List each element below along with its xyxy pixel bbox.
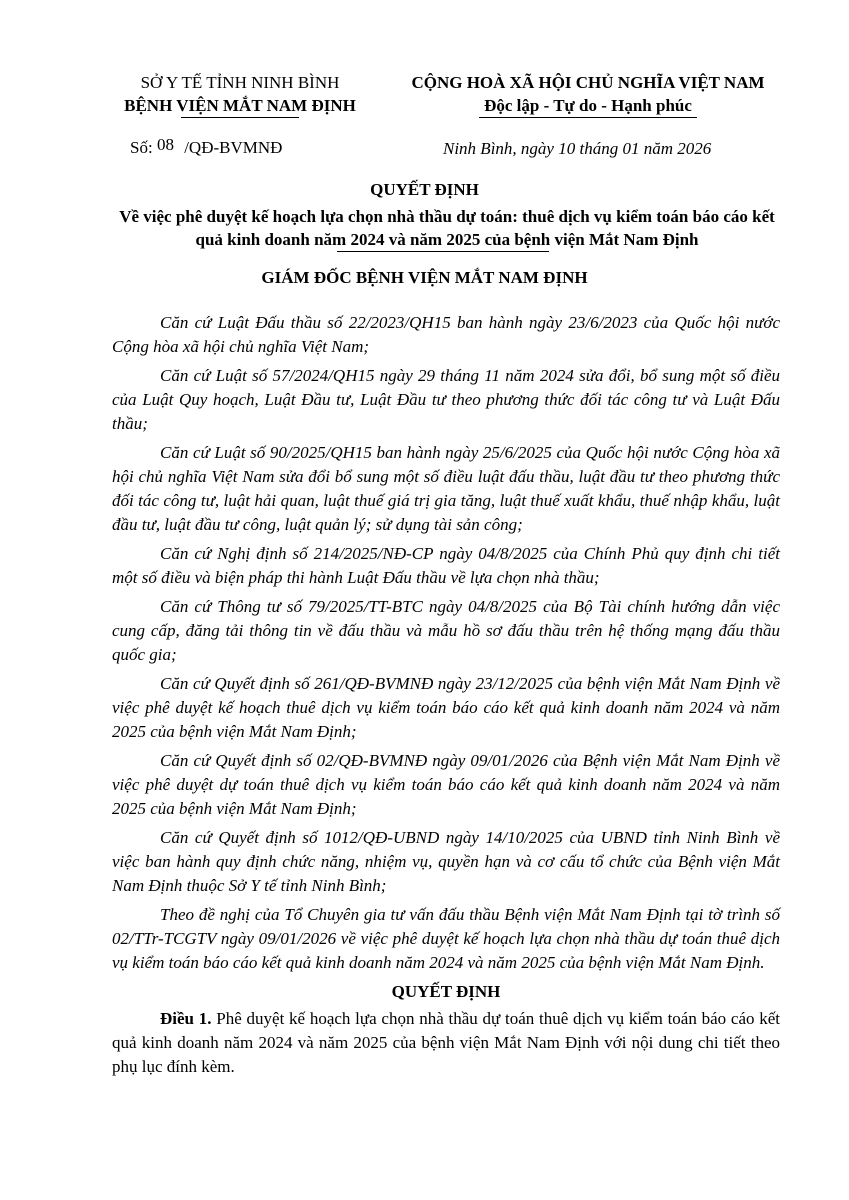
article-1 [112, 1007, 780, 1079]
legal-basis-paragraph: Căn cứ Quyết định số 261/QĐ-BVMNĐ ngày 23/12/2025 của bệnh viện Mắt Nam Định về việc phê duyệt kế hoạch thuê dịch vụ kiểm toán báo cáo kết quả kinh doanh năm 2024 và năm 2025 của bệnh viện Mắt Nam Định; [112, 674, 780, 741]
legal-basis-paragraph: Căn cứ Luật Đấu thầu số 22/2023/QH15 ban hành ngày 23/6/2023 của Quốc hội nước Cộng hòa xã hội chủ nghĩa Việt Nam; [112, 313, 780, 356]
document-title: QUYẾT ĐỊNH [370, 180, 479, 199]
subject-underline [337, 251, 549, 252]
legal-basis-paragraph: Căn cứ Luật số 57/2024/QH15 ngày 29 tháng 11 năm 2024 sửa đổi, bổ sung một số điều của Luật Quy hoạch, Luật Đầu tư, Luật Đầu tư theo phương thức đối tác công tư và Luật Đấu thầu; [112, 366, 780, 433]
legal-basis-paragraph: Theo đề nghị của Tổ Chuyên gia tư vấn đấu thầu Bệnh viện Mắt Nam Định tại tờ trình số 02/TTr-TCGTV ngày 09/01/2026 về việc phê duyệt kế hoạch lựa chọn nhà thầu dự toán thuê dịch vụ kiểm toán báo cáo kết quả kinh doanh năm 2024 và năm 2025 của bệnh viện Mắt Nam Định. [112, 905, 780, 972]
number-suffix: /QĐ-BVMNĐ [184, 138, 283, 157]
place-date: Ninh Bình, ngày 10 tháng 01 năm 2026 [443, 139, 712, 158]
org-name: BỆNH VIỆN MẮT NAM ĐỊNH [124, 96, 356, 115]
org-underline [181, 117, 299, 118]
legal-basis-paragraph: Căn cứ Quyết định số 02/QĐ-BVMNĐ ngày 09/01/2026 của Bệnh viện Mắt Nam Định về việc phê duyệt dự toán thuê dịch vụ kiểm toán báo cáo kết quả kinh doanh năm 2024 và năm 2025 của bệnh viện Mắt Nam Định; [112, 751, 780, 818]
issuing-organization [80, 71, 400, 117]
motto-underline [479, 117, 697, 118]
national-motto: Độc lập - Tự do - Hạnh phúc [484, 96, 692, 115]
document-body [112, 311, 780, 1079]
legal-basis-paragraph: Căn cứ Nghị định số 214/2025/NĐ-CP ngày 04/8/2025 của Chính Phủ quy định chi tiết một số điều và biện pháp thi hành Luật Đấu thầu về lựa chọn nhà thầu; [112, 544, 780, 587]
legal-basis-paragraph: Căn cứ Luật số 90/2025/QH15 ban hành ngày 25/6/2025 của Quốc hội nước Cộng hòa xã hội chủ nghĩa Việt Nam sửa đổi bổ sung một số điều luật đấu thầu, luật đầu tư theo phương thức đối tác công tư, luật hải quan, luật thuế giá trị gia tăng, luật thuế xuất khẩu, thuế nhập khẩu, luật đầu tư, luật đầu tư công, luật quản lý; sử dụng tài sản công; [112, 443, 780, 534]
national-title: CỘNG HOÀ XÃ HỘI CHỦ NGHĨA VIỆT NAM [411, 73, 765, 92]
national-heading [378, 71, 798, 117]
decision-heading: QUYẾT ĐỊNH [391, 982, 501, 1001]
document-number [130, 135, 283, 158]
number-label: Số: [130, 138, 153, 157]
legal-basis-paragraph: Căn cứ Thông tư số 79/2025/TT-BTC ngày 04/8/2025 của Bộ Tài chính hướng dẫn việc cung cấp, đăng tải thông tin về đấu thầu và mẫu hồ sơ đấu thầu trên hệ thống mạng đấu thầu quốc gia; [112, 597, 780, 664]
org-parent: SỞ Y TẾ TỈNH NINH BÌNH [140, 73, 340, 92]
number-value: 08 [156, 135, 174, 154]
legal-basis-paragraph: Căn cứ Quyết định số 1012/QĐ-UBND ngày 14/10/2025 của UBND tỉnh Ninh Bình về việc ban hành quy định chức năng, nhiệm vụ, quyền hạn và cơ cấu tổ chức của Bệnh viện Mắt Nam Định thuộc Sở Y tế tỉnh Ninh Bình; [112, 828, 780, 895]
authority-title: GIÁM ĐỐC BỆNH VIỆN MẮT NAM ĐỊNH [261, 268, 588, 287]
article-1-label: Điều 1. [160, 1009, 212, 1028]
article-1-text: Phê duyệt kế hoạch lựa chọn nhà thầu dự toán thuê dịch vụ kiểm toán báo cáo kết quả kinh doanh năm 2024 và năm 2025 của bệnh viện Mắt Nam Định với nội dung chi tiết theo phụ lục đính kèm. [112, 1009, 781, 1076]
document-subject: Về việc phê duyệt kế hoạch lựa chọn nhà thầu dự toán: thuê dịch vụ kiểm toán báo cáo kết quả kinh doanh năm 2024 và năm 2025 của bệnh viện Mắt Nam Định [119, 207, 775, 249]
